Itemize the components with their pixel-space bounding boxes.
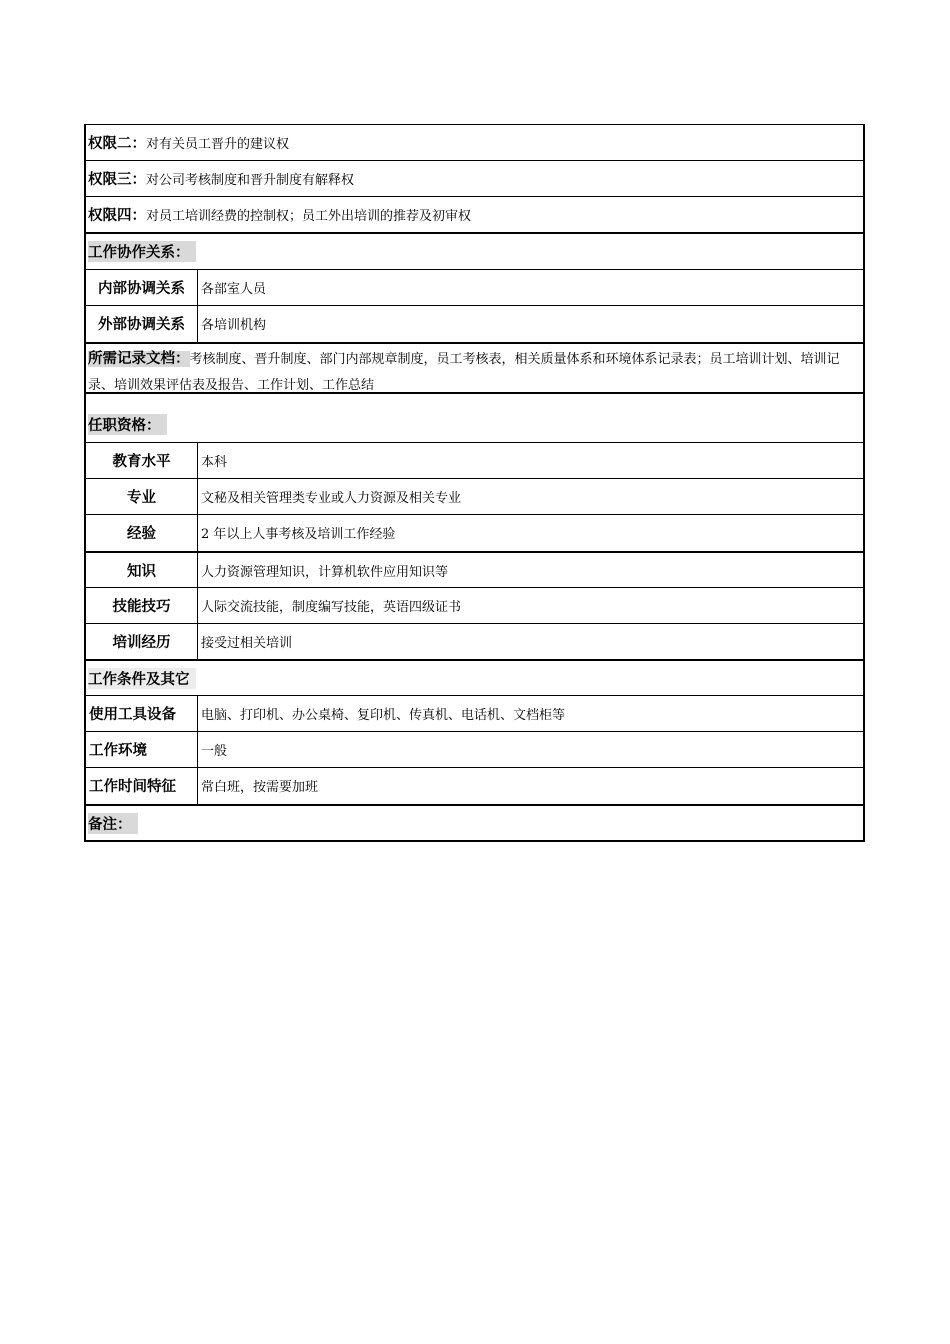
row-value: 一般 <box>201 743 228 759</box>
authority-label: 权限二： <box>88 136 146 152</box>
row-value: 各部室人员 <box>201 281 267 297</box>
row-label: 专业 <box>86 478 198 514</box>
authority-row-2 <box>84 124 865 161</box>
qualification-row-experience <box>84 514 865 552</box>
authority-row-3 <box>84 160 865 197</box>
row-value: 文秘及相关管理类专业或人力资源及相关专业 <box>201 490 462 506</box>
row-label: 技能技巧 <box>86 587 198 623</box>
row-value: 人际交流技能，制度编写技能，英语四级证书 <box>201 599 462 615</box>
row-value: 本科 <box>201 454 228 470</box>
records-label: 所需记录文档： <box>88 351 190 367</box>
cooperation-section-header <box>84 232 865 270</box>
qualification-row-training <box>84 623 865 660</box>
records-row <box>84 342 865 393</box>
qualification-row-education <box>84 442 865 479</box>
row-label: 使用工具设备 <box>86 695 198 731</box>
conditions-section-header <box>84 659 865 696</box>
authority-text: 对公司考核制度和晋升制度有解释权 <box>146 172 355 188</box>
row-value: 人力资源管理知识，计算机软件应用知识等 <box>201 564 449 580</box>
notes-label: 备注： <box>88 813 138 834</box>
authority-text: 对员工培训经费的控制权；员工外出培训的推荐及初审权 <box>146 208 472 224</box>
qualification-row-major <box>84 478 865 515</box>
notes-row <box>84 804 865 842</box>
authority-row-4 <box>84 196 865 233</box>
authority-label: 权限三： <box>88 171 146 188</box>
conditions-row-environment <box>84 731 865 768</box>
row-label: 知识 <box>86 553 198 587</box>
section-title: 工作协作关系： <box>88 241 196 262</box>
row-label: 教育水平 <box>86 442 198 478</box>
row-value: 电脑、打印机、办公桌椅、复印机、传真机、电话机、文档柜等 <box>201 707 566 723</box>
qualification-row-skills <box>84 587 865 624</box>
cooperation-row-external <box>84 305 865 343</box>
row-value: 各培训机构 <box>201 318 267 333</box>
row-label: 经验 <box>86 514 198 551</box>
qualification-row-knowledge <box>84 551 865 588</box>
row-value: 常白班，按需要加班 <box>201 780 319 795</box>
section-title: 工作条件及其它 <box>88 668 196 689</box>
row-label: 工作时间特征 <box>86 767 198 804</box>
authority-text: 对有关员工晋升的建议权 <box>146 137 290 152</box>
conditions-row-hours <box>84 767 865 805</box>
qualification-section-header <box>84 392 865 443</box>
cooperation-row-internal <box>84 269 865 306</box>
row-label: 工作环境 <box>86 731 198 767</box>
row-value: 接受过相关培训 <box>201 635 293 651</box>
authority-label: 权限四： <box>88 207 146 224</box>
row-value: 2 年以上人事考核及培训工作经验 <box>201 527 396 542</box>
section-title: 任职资格： <box>88 414 167 435</box>
conditions-row-tools <box>84 695 865 732</box>
row-label: 外部协调关系 <box>86 305 198 342</box>
row-label: 培训经历 <box>86 623 198 659</box>
records-text: 考核制度、晋升制度、部门内部规章制度，员工考核表，相关质量体系和环境体系记录表；员工培训计划、培训记录、培训效果评估表及报告、工作计划、工作总结 <box>88 352 840 393</box>
row-label: 内部协调关系 <box>86 269 198 305</box>
